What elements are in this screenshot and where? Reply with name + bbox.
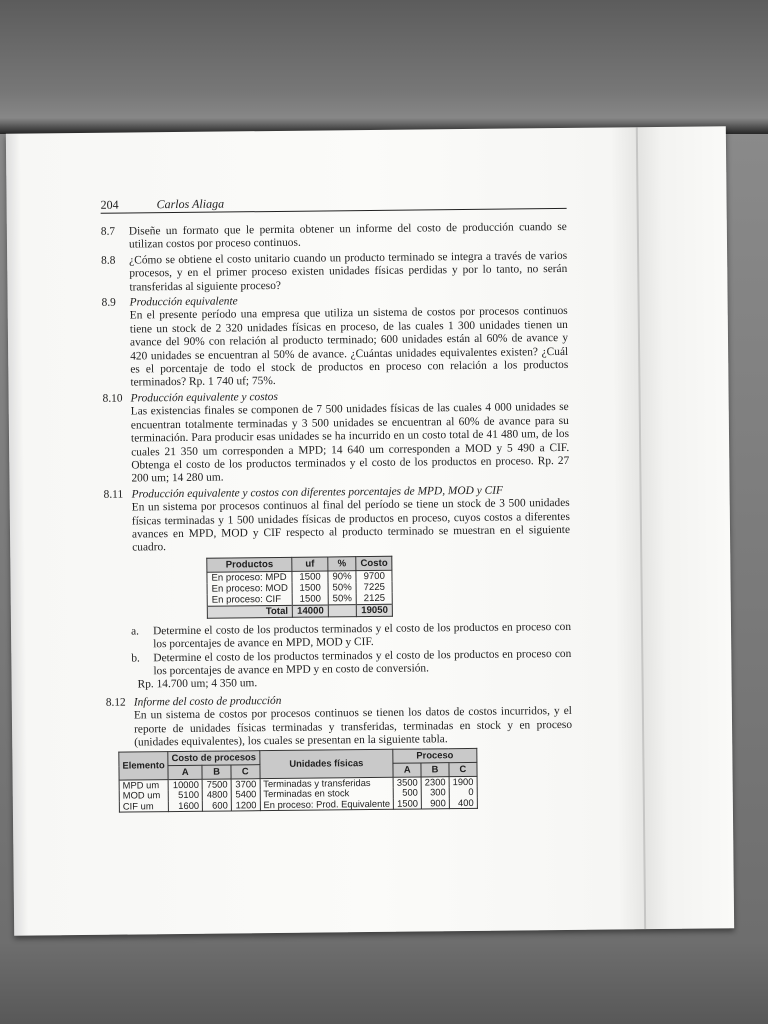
sub-header: C (231, 765, 260, 779)
cell-uf: 1500 (292, 582, 328, 593)
sub-header: B (421, 763, 449, 777)
cell-costo: 9700 (356, 570, 392, 582)
cell-proceso-c: 400 (449, 798, 477, 809)
cell-proceso-b: 300 (421, 787, 449, 798)
cell-proceso-a: 1500 (394, 798, 422, 809)
exercise-text: ¿Cómo se obtiene el costo unitario cuando un producto terminado se integra a través de varios procesos, y en el primer proceso existen unidades físicas perdidas y por lo tanto, no serán transferidas al siguiente proceso? (129, 249, 568, 294)
col-header-elemento: Elemento (119, 752, 168, 780)
exercise-title: Informe del costo de producción (133, 694, 282, 709)
cell-unidades: Terminadas en stock (260, 788, 394, 800)
exercise-number: 8.8 (101, 254, 116, 267)
exercise-title: Producción equivalente y costos con diferentes porcentajes de MPD, MOD y CIF (131, 484, 504, 501)
cell-costo-b: 7500 (202, 779, 231, 790)
cell-costo-c: 1200 (231, 800, 260, 811)
sub-header: A (393, 763, 421, 777)
exercise-8-10 (103, 388, 570, 487)
cell-costo-a: 1600 (169, 801, 203, 812)
cell-costo-a: 5100 (168, 790, 202, 801)
total-uf: 14000 (293, 605, 329, 617)
exercise-8-7 (101, 221, 567, 253)
sub-header: C (449, 762, 477, 776)
cell-unidades: Terminadas y transferidas (260, 777, 394, 789)
exercise-text: En el presente período una empresa que utiliza un sistema de costos por procesos continuos tiene un stock de 2 320 unidades físicas en proceso, de las cuales 1 300 unidades tienen un avance del 90% con relación al producto terminado; 600 unidades están al 60% de avance y 420 unidades se encuentran al 50% de avance. ¿Cuántas unidades equivalentes existen? ¿Cuál es el porcentaje de todo el stock de productos en proceso con relación a los productos terminados? Rp. 1 740 uf; 75%. (129, 305, 569, 389)
cell-uf: 1500 (292, 571, 328, 583)
cell-producto: En proceso: CIF (207, 594, 292, 606)
subitem-text: Determine el costo de los productos terminados y el costo de los productos en proceso con los porcentajes de avance en MPD y en costo de conversión. (153, 647, 572, 678)
total-costo: 19050 (356, 604, 392, 616)
col-header-costo: Costo de procesos (168, 751, 260, 766)
exercise-8-9 (102, 292, 569, 391)
cell-elemento: MPD um (119, 779, 168, 791)
cell-proceso-c: 0 (449, 787, 477, 798)
cell-costo-a: 10000 (168, 779, 202, 790)
production-report-table (118, 748, 477, 813)
subitem-b (105, 647, 571, 679)
cell-proceso-a: 3500 (393, 777, 421, 788)
table-row (119, 798, 477, 813)
col-header: uf (292, 557, 328, 571)
book-page (6, 126, 734, 935)
subitem-letter: a. (130, 625, 140, 638)
sub-header: A (168, 765, 202, 779)
exercise-text: En un sistema por procesos continuos al final del período se tiene un stock de 3 500 unidades físicas terminadas y 1 500 unidades físicas de productos en proceso, cuyos costos a diferentes avances en MPD, MOD y CIF respecto al producto terminado se muestran en el siguiente cuadro. (131, 497, 571, 554)
cell-percent: 50% (328, 582, 356, 593)
cell-unidades: En proceso: Prod. Equivalente (260, 799, 394, 811)
cell-percent: 50% (328, 593, 356, 605)
exercise-number: 8.9 (101, 296, 116, 309)
exercise-8-11 (104, 484, 571, 556)
cell-proceso-c: 1900 (449, 776, 477, 787)
col-header: % (328, 556, 356, 570)
cell-costo-b: 600 (203, 800, 232, 811)
cell-costo-b: 4800 (202, 790, 231, 801)
cell-percent: 90% (328, 570, 356, 582)
col-header-proceso: Proceso (393, 749, 477, 763)
page-content (100, 192, 572, 813)
sub-header: B (202, 765, 231, 779)
exercise-number: 8.12 (105, 696, 126, 709)
exercise-number: 8.11 (103, 488, 124, 501)
exercise-title: Producción equivalente y costos (130, 390, 278, 405)
page-edge (636, 127, 646, 929)
running-author: Carlos Aliaga (156, 196, 225, 211)
cell-proceso-b: 2300 (421, 776, 449, 787)
exercise-number: 8.7 (100, 225, 116, 238)
total-label: Total (207, 605, 292, 618)
answer-8-11: Rp. 14.700 um; 4 350 um. (137, 677, 258, 691)
exercise-8-12 (106, 692, 573, 751)
subitem-text: Determine el costo de los productos terminados y el costo de los productos en proceso con los porcentajes de avance en MPD, MOD y CIF. (152, 620, 572, 651)
total-percent-empty (328, 604, 356, 616)
exercise-number: 8.10 (102, 392, 123, 405)
cell-costo: 7225 (356, 582, 392, 593)
exercise-8-8 (101, 250, 567, 295)
cell-uf: 1500 (292, 593, 328, 605)
cell-elemento: CIF um (119, 801, 168, 813)
cell-costo: 2125 (356, 593, 392, 605)
page-header (100, 192, 566, 214)
subitem-letter: b. (131, 651, 140, 665)
cell-costo-c: 5400 (231, 789, 260, 800)
cell-costo-c: 3700 (231, 778, 260, 789)
cell-proceso-a: 500 (393, 788, 421, 799)
exercise-title: Producción equivalente (129, 295, 238, 309)
exercise-text: En un sistema de costos por procesos continuos se tienen los datos de costos incurridos, y el reporte de unidades físicas terminadas y transferidas, terminadas en stock y en proceso (unidades equivalentes), los cuales se presentan en la siguiente tabla. (133, 705, 573, 749)
page-number: 204 (100, 197, 119, 212)
cell-producto: En proceso: MOD (207, 583, 292, 595)
products-cost-table (206, 556, 393, 619)
col-header: Productos (207, 557, 292, 572)
cell-proceso-b: 900 (421, 798, 449, 809)
col-header-unidades: Unidades físicas (259, 750, 393, 779)
exercise-text: Diseñe un formato que le permita obtener un informe del costo de producción cuando se utilizan costos por proceso continuos. (128, 220, 567, 251)
col-header: Costo (356, 556, 392, 570)
cell-elemento: MOD um (119, 790, 168, 801)
exercise-text: Las existencias finales se componen de 7 500 unidades físicas de las cuales 4 000 unidades se encuentran totalmente terminadas y 3 500 unidades se encuentran al 60% de avance para su terminación. Para producir esas unidades se ha incurrido en un costo total de 41 480 um, de los cuales 21 350 um corresponden a MPD; 14 640 um corresponden a MOD y 5 490 a CIF. Obtenga el costo de los productos terminados y el costo de los productos en proceso. Rp. 27 200 um; 14 280 um. (130, 401, 570, 485)
table-total-row (207, 604, 392, 618)
cell-producto: En proceso: MPD (207, 571, 292, 583)
